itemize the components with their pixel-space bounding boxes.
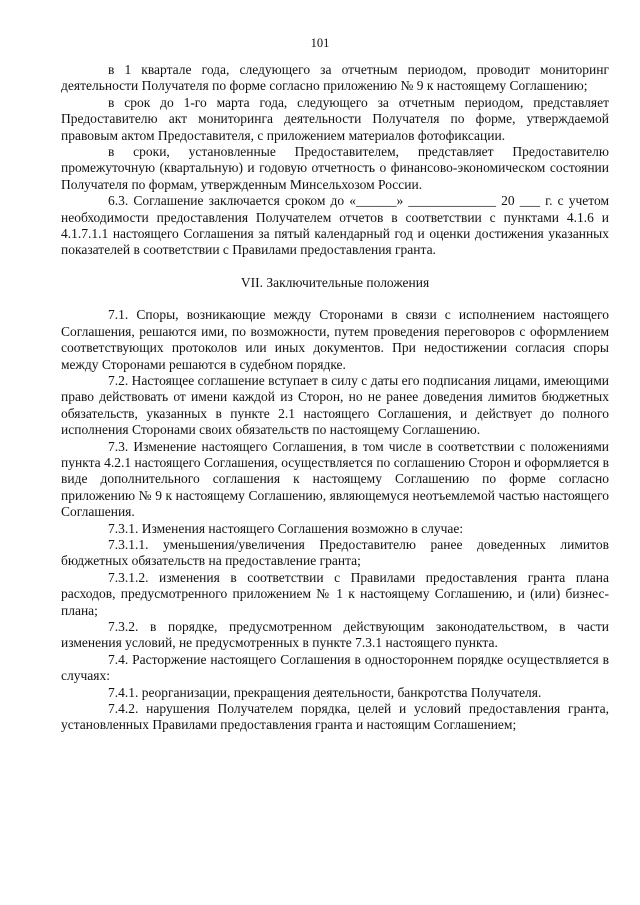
clause-7-4-2: 7.4.2. нарушения Получателем порядка, целей и условий предоставления гранта, установленных Правилами предоставления гранта и настоящим Соглашением; (61, 701, 609, 733)
clause-7-3: 7.3. Изменение настоящего Соглашения, в том числе в соответствии с положениями пункта 4.2.1 настоящего Соглашения, осуществляется по соглашению Сторон и оформляется в виде дополнительного соглашения к настоящему Соглашению по форме согласно приложению № 9 к настоящему Соглашению, являющемуся неотъемлемой частью настоящего Соглашения. (61, 438, 609, 520)
paragraph-reporting: в сроки, установленные Предоставителем, представляет Предоставителю промежуточную (квартальную) и годовую отчетность о финансово-экономическом состоянии Получателя по формам, утвержденным Минсельхозом России. (61, 144, 609, 192)
clause-7-3-1: 7.3.1. Изменения настоящего Соглашения возможно в случае: (108, 520, 464, 536)
clause-7-4: 7.4. Расторжение настоящего Соглашения в одностороннем порядке осуществляется в случаях: (61, 651, 609, 684)
clause-6-3: 6.3. Соглашение заключается сроком до «______» _____________ 20 ___ г. с учетом необходимости предоставления Получателем отчетов в соответствии с пунктами 4.1.6 и 4.1.7.1.1 настоящего Соглашения за пятый календарный год и оценки достижения указанных показателей в соответствии с Правилами предоставления гранта. (61, 193, 609, 258)
clause-7-2: 7.2. Настоящее соглашение вступает в силу с даты его подписания лицами, имеющими право действовать от имени каждой из Сторон, но не ранее доведения лимитов бюджетных обязательств, указанных в пункте 2.1 настоящего Соглашения, и действует до полного исполнения Сторонами своих обязательств по настоящему Соглашению. (61, 372, 609, 438)
clause-7-4-1: 7.4.1. реорганизации, прекращения деятельности, банкротства Получателя. (108, 684, 542, 700)
clause-7-3-1-2: 7.3.1.2. изменения в соответствии с Правилами предоставления гранта плана расходов, предусмотренного приложением № 1 к настоящему Соглашению, и (или) бизнес-плана; (61, 569, 609, 618)
document-body (61, 62, 609, 734)
clause-7-3-1-1: 7.3.1.1. уменьшения/увеличения Предоставителю ранее доведенных лимитов бюджетных обязательств на предоставление гранта; (61, 536, 609, 569)
paragraph-monitoring: в 1 квартале года, следующего за отчетным периодом, проводит мониторинг деятельности Получателя по форме согласно приложению № 9 к настоящему Соглашению; (61, 62, 609, 94)
section-heading: VII. Заключительные положения (240, 274, 430, 290)
clause-7-3-2: 7.3.2. в порядке, предусмотренном действующим законодательством, в части изменения условий, не предусмотренных в пункте 7.3.1 настоящего пункта. (61, 619, 609, 651)
clause-7-1: 7.1. Споры, возникающие между Сторонами в связи с исполнением настоящего Соглашения, решаются ими, по возможности, путем проведения переговоров с оформлением соответствующих протоколов или иных документов. При недостижении согласия споры между Сторонами решаются в судебном порядке. (61, 307, 609, 372)
page-number: 101 (310, 36, 330, 50)
paragraph-monitoring-act: в срок до 1-го марта года, следующего за отчетным периодом, представляет Предоставителю акт мониторинга деятельности Получателя по форме, утверждаемой правовым актом Предоставителя, с приложением материалов фотофиксации. (61, 94, 609, 143)
